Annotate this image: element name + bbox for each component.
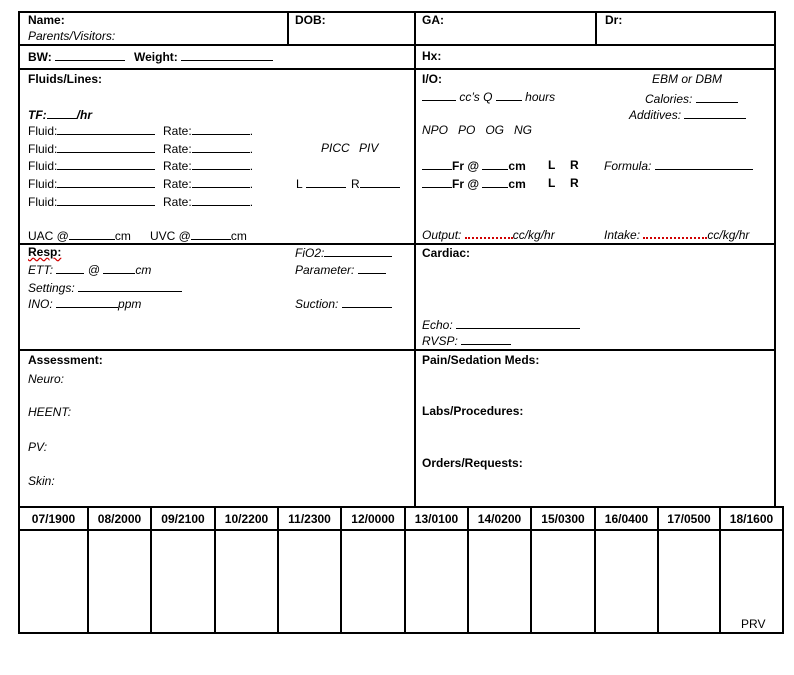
line-l-label: L <box>296 177 303 191</box>
uvc-label: UVC @ <box>150 229 191 243</box>
formula-label: Formula: <box>604 159 652 173</box>
ett-cm-blank[interactable] <box>103 262 135 274</box>
hx-label: Hx: <box>422 49 442 63</box>
parents-visitors-label: Parents/Visitors: <box>28 29 116 43</box>
ga-field[interactable]: GA: <box>422 13 444 27</box>
calories-field[interactable] <box>645 91 738 106</box>
dr-field[interactable]: Dr: <box>605 13 623 27</box>
parameter-label: Parameter: <box>295 263 355 277</box>
fluids-lines-title: Fluids/Lines: <box>28 72 103 86</box>
suction-blank[interactable] <box>342 296 392 308</box>
tf-unit: /hr <box>76 108 92 122</box>
uac-field[interactable] <box>28 228 131 243</box>
ett-blank[interactable] <box>56 262 84 274</box>
tube-row-1-l[interactable]: L <box>548 158 556 172</box>
fluid-blank[interactable] <box>57 123 155 135</box>
time-header: 15/0300 <box>541 512 585 526</box>
ino-field[interactable] <box>28 296 141 311</box>
fluid-blank[interactable] <box>57 158 155 170</box>
tube-row-2-l[interactable]: L <box>548 176 556 190</box>
intake-field[interactable] <box>604 228 749 242</box>
time-header: 11/2300 <box>288 512 331 526</box>
neuro-label: Neuro: <box>28 372 65 386</box>
settings-field[interactable] <box>28 280 182 295</box>
assessment-title: Assessment: <box>28 353 103 367</box>
rule-assess-top <box>18 349 776 351</box>
rate-blank[interactable] <box>192 141 250 153</box>
dob-label: DOB <box>295 13 322 27</box>
io-title-text: I/O <box>422 72 439 86</box>
calories-label: Calories: <box>645 92 693 106</box>
ppm-unit: ppm <box>118 297 142 311</box>
parameter-blank[interactable] <box>358 262 386 274</box>
fr-cm-unit: cm <box>508 159 526 173</box>
time-header: 08/2000 <box>97 512 142 526</box>
rate-label: Rate: <box>163 124 192 138</box>
tube-row-2[interactable] <box>422 176 526 191</box>
rule-grid-col-12 <box>782 506 784 634</box>
time-header: 12/0000 <box>351 512 395 526</box>
formula-field[interactable] <box>604 158 753 173</box>
fluid-blank[interactable] <box>57 141 155 153</box>
rate-blank[interactable] <box>192 194 250 206</box>
time-header: 09/2100 <box>161 512 205 526</box>
rate-blank[interactable] <box>192 123 250 135</box>
fluid-blank[interactable] <box>57 176 155 188</box>
time-header: 18/1600 <box>729 512 774 526</box>
cc-q-hours-field[interactable] <box>422 89 555 104</box>
hours-label: hours <box>525 90 556 104</box>
q-hours-blank[interactable] <box>496 89 522 101</box>
tf-label: TF: <box>28 108 47 122</box>
parameter-field[interactable] <box>295 262 386 277</box>
fluid-label: Fluid: <box>28 159 58 173</box>
rule-left <box>18 11 20 508</box>
bw-label: BW: <box>28 50 52 64</box>
ett-label: ETT: <box>28 263 54 277</box>
echo-label: Echo: <box>422 318 453 332</box>
rule-dob-left <box>287 11 289 46</box>
time-header: 07/1900 <box>31 512 76 526</box>
line-l-field[interactable] <box>296 176 346 191</box>
fr-cm-blank[interactable] <box>482 176 508 188</box>
name-label: Name <box>28 13 61 27</box>
tf-field[interactable] <box>28 107 92 122</box>
additives-blank[interactable] <box>684 107 746 119</box>
fio2-field[interactable] <box>295 245 392 260</box>
weight-field[interactable] <box>134 49 273 64</box>
weight-blank[interactable] <box>181 49 273 61</box>
ett-cm-unit: cm <box>135 263 152 277</box>
echo-field[interactable] <box>422 317 580 332</box>
ino-blank[interactable] <box>56 296 118 308</box>
ett-field[interactable] <box>28 262 151 277</box>
rate-label: Rate: <box>163 142 192 156</box>
line-r-label: R <box>351 177 360 191</box>
rate-blank[interactable] <box>192 176 250 188</box>
rule-center <box>414 11 416 508</box>
uvc-unit: cm <box>230 229 247 243</box>
fluid-label: Fluid: <box>28 124 58 138</box>
rule-grid-bottom <box>18 632 784 634</box>
cardiac-title-text: Cardiac <box>422 246 467 260</box>
rvsp-blank[interactable] <box>461 333 511 345</box>
rule-dr-left <box>595 11 597 46</box>
fr-blank[interactable] <box>422 176 452 188</box>
pain-sedation-label: Pain/Sedation Meds: <box>422 353 540 367</box>
formula-blank[interactable] <box>655 158 753 170</box>
dob-field[interactable]: DOB: <box>295 13 326 27</box>
fluid-blank[interactable] <box>57 194 155 206</box>
bw-blank[interactable] <box>55 49 125 61</box>
rate-label: Rate: <box>163 195 192 209</box>
labs-procedures-label: Labs/Procedures: <box>422 404 524 418</box>
echo-blank[interactable] <box>456 317 580 329</box>
fr-blank[interactable] <box>422 158 452 170</box>
uac-label: UAC @ <box>28 229 69 243</box>
fr-label: Fr @ <box>452 177 480 191</box>
rule-top <box>18 11 776 13</box>
prv-label: PRV <box>741 617 766 631</box>
rvsp-field[interactable] <box>422 333 511 348</box>
ett-at: @ <box>87 263 100 277</box>
skin-label: Skin: <box>28 474 55 488</box>
cc-blank[interactable] <box>422 89 456 101</box>
rvsp-label: RVSP: <box>422 334 458 348</box>
tube-row-2-r[interactable]: R <box>570 176 579 190</box>
ino-label: INO: <box>28 297 53 311</box>
calories-blank[interactable] <box>696 91 738 103</box>
fluid-label: Fluid: <box>28 177 58 191</box>
rule-grid-top <box>18 506 784 508</box>
name-field[interactable]: Name: <box>28 13 65 27</box>
intake-unit: cc/kg/hr <box>707 228 750 242</box>
uvc-blank[interactable] <box>191 228 231 240</box>
output-field[interactable] <box>422 228 555 242</box>
rule-row3-top <box>18 68 776 70</box>
time-header: 16/0400 <box>604 512 649 526</box>
rate-blank[interactable] <box>192 158 250 170</box>
ebm-dbm-label: EBM or DBM <box>652 72 723 86</box>
suction-label: Suction: <box>295 297 339 311</box>
time-header: 14/0200 <box>477 512 522 526</box>
pv-label: PV: <box>28 440 48 454</box>
rate-label: Rate: <box>163 177 192 191</box>
time-header: 17/0500 <box>667 512 711 526</box>
rule-row2-top <box>18 44 776 46</box>
fio2-blank[interactable] <box>324 245 392 257</box>
fio2-label: FiO2: <box>295 246 325 260</box>
uac-unit: cm <box>114 229 131 243</box>
bw-field[interactable] <box>28 49 125 64</box>
heent-label: HEENT: <box>28 405 72 419</box>
piv-option[interactable]: PIV <box>359 141 379 155</box>
rule-resp-top <box>18 243 776 245</box>
fluid-label: Fluid: <box>28 195 58 209</box>
additives-label: Additives: <box>629 108 682 122</box>
suction-field[interactable] <box>295 296 392 311</box>
ga-label: GA <box>422 13 440 27</box>
additives-field[interactable] <box>629 107 746 122</box>
fr-label: Fr @ <box>452 159 480 173</box>
rule-grid-header-bottom <box>18 529 784 531</box>
fr-cm-unit: cm <box>508 177 526 191</box>
intake-label: Intake: <box>604 228 641 242</box>
weight-label: Weight: <box>134 50 178 64</box>
settings-blank[interactable] <box>78 280 182 292</box>
tube-row-1-r[interactable]: R <box>570 158 579 172</box>
picc-option[interactable]: PICC <box>321 141 350 155</box>
output-label: Output: <box>422 228 462 242</box>
dr-label: Dr <box>605 13 619 27</box>
fluid-label: Fluid: <box>28 142 58 156</box>
uac-blank[interactable] <box>69 228 115 240</box>
cardiac-title: Cardiac: <box>422 246 471 260</box>
time-header: 10/2200 <box>224 512 269 526</box>
cc-q-label: cc’s Q <box>459 90 493 104</box>
io-title: I/O: <box>422 72 443 86</box>
rate-label: Rate: <box>163 159 192 173</box>
line-l-blank[interactable] <box>306 176 346 188</box>
resp-title: Resp: <box>28 245 62 259</box>
fr-cm-blank[interactable] <box>482 158 508 170</box>
uvc-field[interactable] <box>150 228 247 243</box>
tf-blank[interactable] <box>47 107 77 119</box>
feed-route-options[interactable]: NPO PO OG NG <box>422 123 533 137</box>
fluids-lines-title-text: Fluids/Lines <box>28 72 99 86</box>
intake-blank[interactable] <box>643 233 707 239</box>
output-blank[interactable] <box>465 233 513 239</box>
settings-label: Settings: <box>28 281 75 295</box>
orders-requests-label: Orders/Requests: <box>422 456 523 470</box>
line-r-blank[interactable] <box>360 176 400 188</box>
rule-right <box>774 11 776 508</box>
time-header: 13/0100 <box>414 512 459 526</box>
tube-row-1[interactable] <box>422 158 526 173</box>
output-unit: cc/kg/hr <box>512 228 555 242</box>
line-r-field[interactable] <box>351 176 400 191</box>
